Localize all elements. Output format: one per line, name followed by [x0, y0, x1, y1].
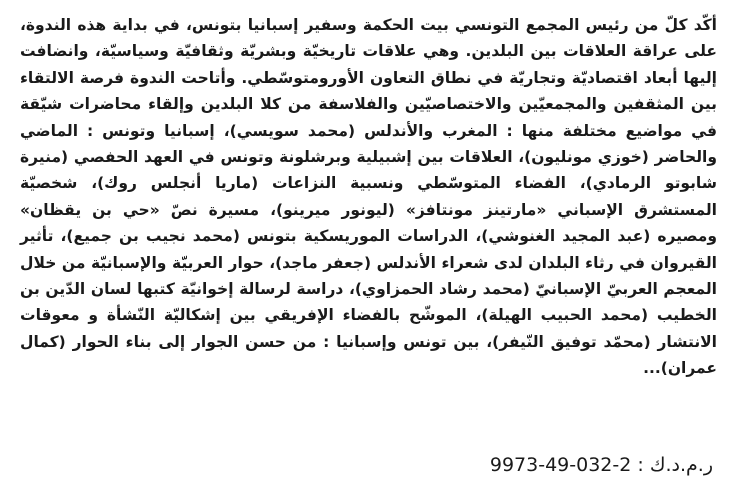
- isbn-line: [490, 454, 713, 476]
- abstract-paragraph: أكّد كلّ من رئيس المجمع التونسي بيت الحكمة وسفير إسبانيا بتونس، في بداية هذه الندوة، على عراقة العلاقات بين البلدين. وهي علاقات تاريخيّة وبشريّة وثقافيّة وسياسيّة، وانضافت إليها أبعاد اقتصاديّة وتجاريّة في نطاق التعاون الأورومتوسّطي. وأتاحت الندوة فرصة الالتقاء بين المثقفين والمجمعيّين والاختصاصيّين والفلاسفة من كلا البلدين وإلقاء محاضرات شيّقة في مواضيع مختلفة منها : المغرب والأندلس (محمد سويسي)، إسبانيا وتونس : الماضي والحاضر (خوزي مونليون)، العلاقات بين إشبيلية وبرشلونة وتونس في العهد الحفصي (منيرة شابوتو الرمادي)، الفضاء المتوسّطي ونسبية النزاعات (ماريا أنجلس روك)، شخصيّة المستشرق الإسباني «مارتينز مونتافز» (ليونور ميرينو)، مسيرة نصّ «حي بن يقظان» ومصيره (عبد المجيد الغنوشي)، الدراسات الموريسكية بتونس (محمد نجيب بن جميع)، تأثير القيروان في رثاء البلدان لدى شعراء الأندلس (جعفر ماجد)، حوار العربيّة والإسبانيّة من خلال المعجم العربيّ الإسبانيّ (محمد رشاد الحمزاوي)، دراسة لرسالة إخوانيّة كتبها لسان الدّين بن الخطيب (محمد الحبيب الهيلة)، الموشّح بالفضاء الإفريقي بين إشكاليّة النّشأة و معوقات الانتشار (محمّد توفيق النّيفر)، بين تونس وإسبانيا : من حسن الجوار إلى بناء الحوار (كمال عمران)...: [20, 16, 717, 378]
- isbn-label: ر.م.د.ك :: [637, 454, 713, 476]
- isbn-number: 9973-49-032-2: [489, 454, 632, 476]
